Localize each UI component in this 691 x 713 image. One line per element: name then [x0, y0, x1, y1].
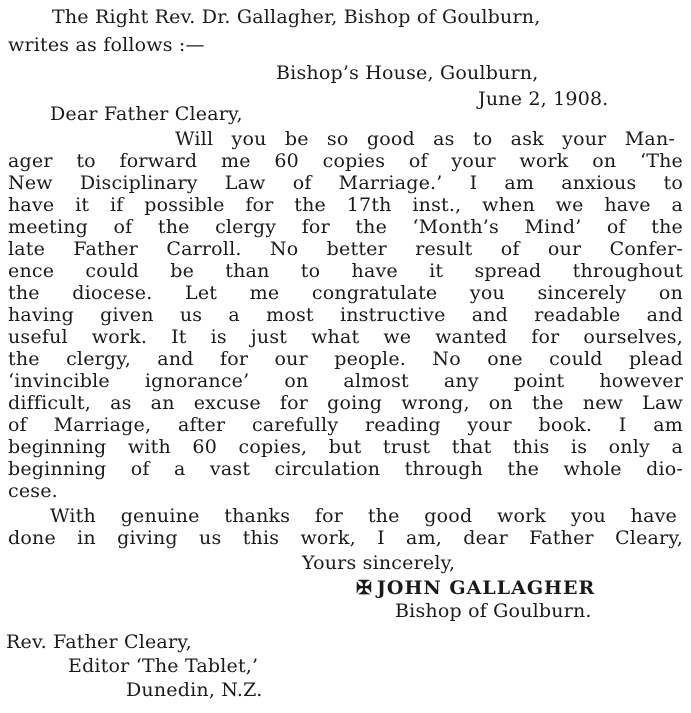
- body-line: New Disciplinary Law of Marriage.’ I am anxious to: [8, 172, 683, 194]
- signature: [356, 577, 595, 599]
- closing-line: done in giving us this work, I am, dear Father Cleary,: [8, 527, 683, 549]
- body-line: beginning with 60 copies, but trust that this is only a: [8, 436, 683, 458]
- body-line: beginning of a vast circulation through the whole dio-: [8, 458, 683, 480]
- body-line: useful work. It is just what we wanted for ourselves,: [8, 326, 683, 348]
- addressee-line-2: Editor ‘The Tablet,’: [68, 655, 259, 677]
- addressee-line-3: Dunedin, N.Z.: [126, 679, 263, 701]
- body-line: ‘invincible ignorance’ on almost any point however: [8, 370, 683, 392]
- body-line: the diocese. Let me congratulate you sincerely on: [8, 282, 683, 304]
- body-line: difficult, as an excuse for going wrong, on the new Law: [8, 392, 683, 414]
- body-line: ence could be than to have it spread throughout: [8, 260, 683, 282]
- body-line: of Marriage, after carefully reading your book. I am: [8, 414, 683, 436]
- body-line: Will you be so good as to ask your Man-: [175, 128, 675, 150]
- closing-line: With genuine thanks for the good work you have: [50, 505, 677, 527]
- cross-icon: ✠: [356, 577, 373, 599]
- body-line: meeting of the clergy for the ‘Month’s Mind’ of the: [8, 216, 683, 238]
- intro-line-1: The Right Rev. Dr. Gallagher, Bishop of Goulburn,: [52, 6, 541, 28]
- intro-line-2: writes as follows :—: [8, 34, 205, 56]
- body-line: ager to forward me 60 copies of your work on ‘The: [8, 150, 683, 172]
- letter-address: Bishop’s House, Goulburn,: [276, 62, 539, 84]
- signature-name: JOHN GALLAGHER: [376, 577, 596, 599]
- body-line: having given us a most instructive and readable and: [8, 304, 683, 326]
- signature-title: Bishop of Goulburn.: [395, 600, 592, 622]
- sign-off: Yours sincerely,: [302, 552, 456, 574]
- addressee-line-1: Rev. Father Cleary,: [6, 631, 192, 653]
- body-line: late Father Carroll. No better result of our Confer-: [8, 238, 683, 260]
- body-line: cese.: [8, 480, 58, 502]
- body-line: the clergy, and for our people. No one could plead: [8, 348, 683, 370]
- letter-date: June 2, 1908.: [478, 88, 609, 110]
- body-line: have it if possible for the 17th inst., when we have a: [8, 194, 683, 216]
- letter-salutation: Dear Father Cleary,: [50, 103, 243, 125]
